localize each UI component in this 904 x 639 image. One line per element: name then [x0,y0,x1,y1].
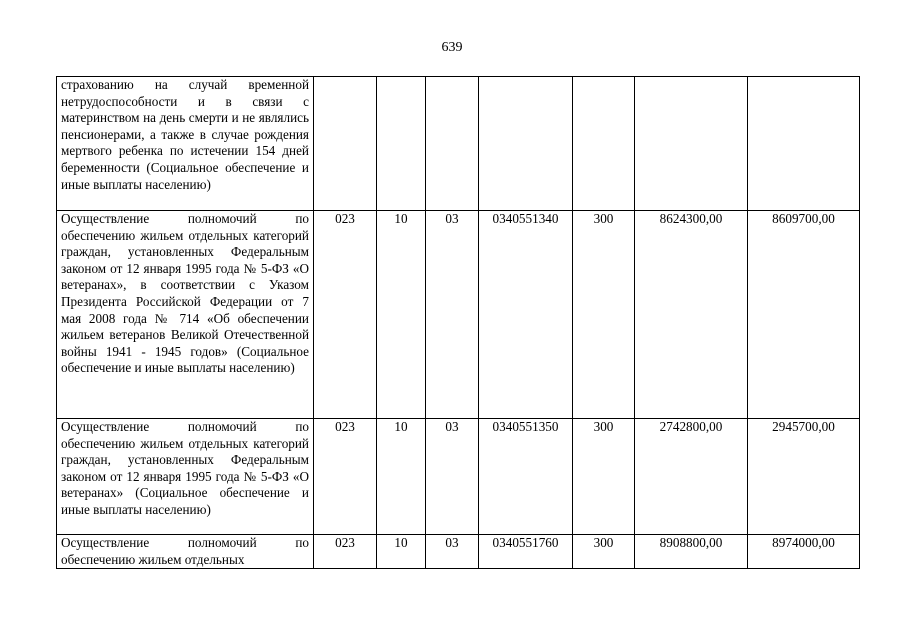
subsection-code-cell [426,77,479,211]
expense-type-cell: 300 [573,419,635,535]
target-article-cell: 0340551760 [479,535,573,569]
table-row [57,419,860,535]
subsection-code-cell: 03 [426,419,479,535]
amount-year-1-cell: 8908800,00 [635,535,748,569]
table-row [57,77,860,211]
table-row [57,211,860,419]
target-article-cell: 0340551340 [479,211,573,419]
description-cell: страхованию на случай временной нетрудоспособности и в связи с материнством на день смерти и не являлись пенсионерами, а также в случае рождения мертвого ребенка по истечении 154 дней беременности (Социальное обеспечение и иные выплаты населению) [57,77,314,211]
amount-year-2-cell: 2945700,00 [748,419,860,535]
budget-table [56,76,860,569]
section-code-cell [377,77,426,211]
page-number: 639 [441,40,463,55]
amount-year-1-cell [635,77,748,211]
amount-year-2-cell: 8609700,00 [748,211,860,419]
description-cell: Осуществление полномочий по обеспечению жильем отдельных [57,535,314,569]
expense-type-cell [573,77,635,211]
subsection-code-cell: 03 [426,535,479,569]
ministry-code-cell: 023 [314,535,377,569]
subsection-code-cell: 03 [426,211,479,419]
expense-type-cell: 300 [573,211,635,419]
amount-year-1-cell: 8624300,00 [635,211,748,419]
target-article-cell: 0340551350 [479,419,573,535]
ministry-code-cell [314,77,377,211]
section-code-cell: 10 [377,419,426,535]
ministry-code-cell: 023 [314,211,377,419]
expense-type-cell: 300 [573,535,635,569]
amount-year-2-cell [748,77,860,211]
target-article-cell [479,77,573,211]
description-cell: Осуществление полномочий по обеспечению жильем отдельных категорий граждан, установленных Федеральным законом от 12 января 1995 года № 5-ФЗ «О ветеранах», в соответствии с Указом Президента Российской Федерации от 7 мая 2008 года № 714 «Об обеспечении жильем ветеранов Великой Отечественной войны 1941 - 1945 годов» (Социальное обеспечение и иные выплаты населению) [57,211,314,419]
amount-year-2-cell: 8974000,00 [748,535,860,569]
section-code-cell: 10 [377,535,426,569]
ministry-code-cell: 023 [314,419,377,535]
amount-year-1-cell: 2742800,00 [635,419,748,535]
section-code-cell: 10 [377,211,426,419]
description-cell: Осуществление полномочий по обеспечению жильем отдельных категорий граждан, установленных Федеральным законом от 12 января 1995 года № 5-ФЗ «О ветеранах» (Социальное обеспечение и иные выплаты населению) [57,419,314,535]
table-row [57,535,860,569]
